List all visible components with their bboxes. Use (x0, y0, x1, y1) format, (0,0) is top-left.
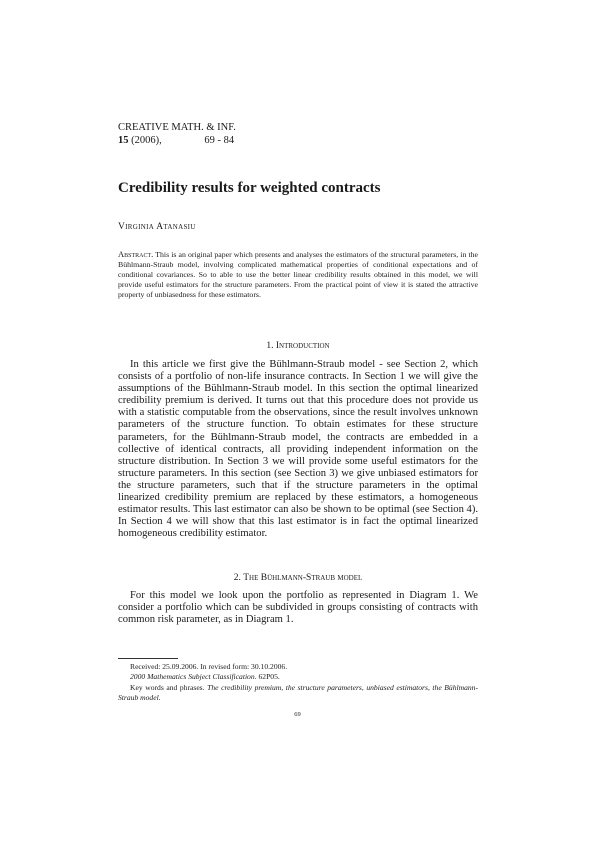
footnote-received: Received: 25.09.2006. In revised form: 30.10.2006. (130, 662, 288, 671)
section-title: The Bühlmann-Straub model (243, 573, 363, 583)
model-paragraph: For this model we look upon the portfolio as represented in Diagram 1. We consider a portfolio which can be subdivided in groups consisting of contracts with common risk parameter, as in Diagram 1. (118, 590, 478, 626)
journal-name: CREATIVE MATH. & INF. (118, 122, 236, 133)
footnotes (118, 662, 478, 703)
section-heading-model (118, 573, 478, 583)
section-number: 2. (233, 573, 241, 583)
page-number: 69 (294, 711, 301, 718)
journal-volume-line (118, 134, 236, 147)
msc-label: 2000 Mathematics Subject Classification. (130, 672, 257, 682)
section-number: 1. (266, 341, 274, 351)
journal-year: (2006), (131, 135, 162, 146)
journal-header (118, 121, 236, 147)
author-name: Virginia Atanasiu (118, 222, 196, 232)
section-title: Introduction (275, 341, 330, 351)
journal-pages: 69 - 84 (204, 135, 235, 146)
abstract (118, 249, 478, 300)
journal-volume: 15 (118, 135, 129, 146)
footnote-msc (118, 672, 478, 682)
section-heading-introduction (118, 341, 478, 351)
abstract-text: This is an original paper which presents and analyses the estimators of the structural parameters, in the Bühlmann-Straub model, involving complicated mathematical properties of conditional expectations and of conditional covariances. So to able to use the better linear credibility results obtained in this model, we will provide useful estimators for the structure parameters. From the practical point of view it is stated the attractive property of unbiasedness for these estimators. (118, 250, 478, 299)
introduction-paragraph: In this article we first give the Bühlmann-Straub model - see Section 2, which consists of a portfolio of non-life insurance contracts. In Section 1 we will give the assumptions of the Bühlmann-Straub model. In this section the optimal linearized credibility premium is derived. It turns out that this procedure does not provide us with a statistic computable from the observations, since the result involves unknown parameters of the structure function. To obtain estimates for these structure parameters, for the Bühlmann-Straub model, the contracts are embedded in a collective of identical contracts, all providing independent information on the structure distribution. In Section 3 we will provide some useful estimators for the structure parameters. In this section (see Section 3) we give unbiased estimators for the structure parameters, such that if the structure parameters in the optimal linearized credibility premium are replaced by these estimators, a homogeneous estimator results. This last estimator can also be shown to be optimal (see Section 4). In Section 4 we will show that this last estimator is in fact the optimal linearized homogeneous credibility estimator. (118, 359, 478, 540)
keywords-label: Key words and phrases. (130, 682, 205, 692)
paper-title: Credibility results for weighted contracts (118, 180, 381, 196)
footnote-keywords (118, 683, 478, 704)
footnote-divider (118, 658, 178, 659)
abstract-label: Abstract. (118, 249, 154, 259)
msc-value: 62P05. (258, 672, 280, 682)
keywords-text: The credibility premium, the structure parameters, unbiased estimators, the Bühlmann-Straub model. (118, 682, 479, 702)
